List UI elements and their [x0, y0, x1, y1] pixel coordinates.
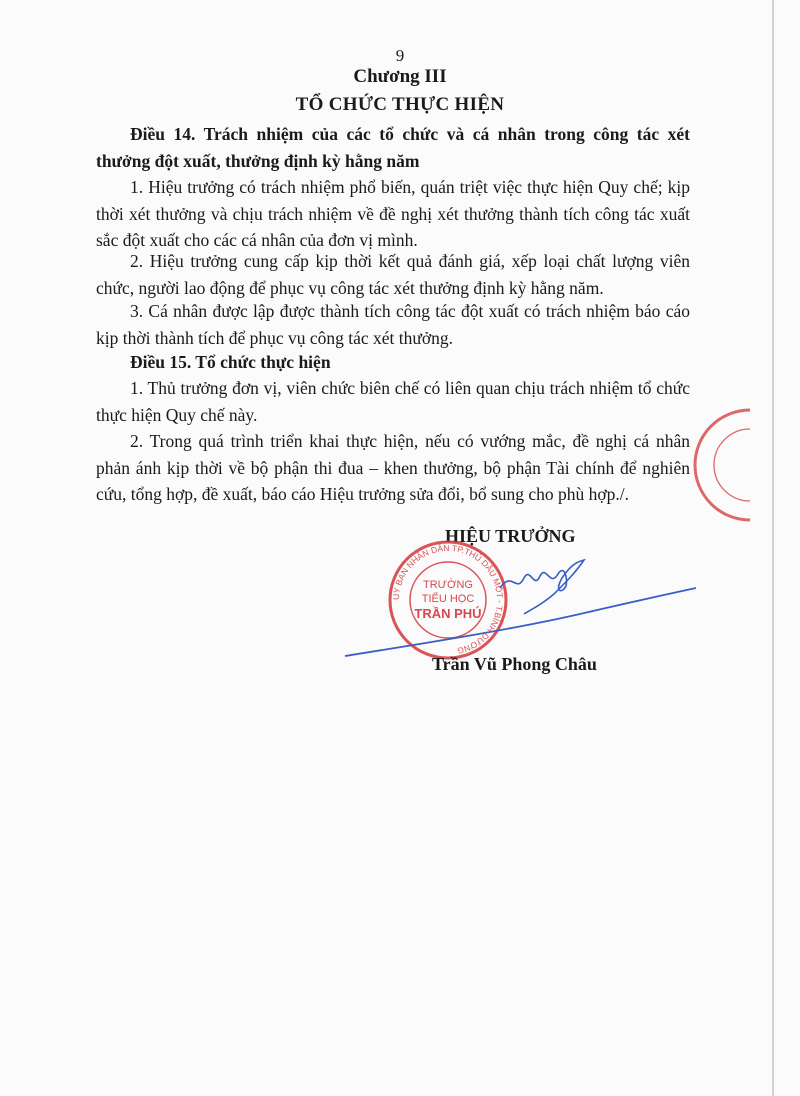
stamp-line-3: TRẦN PHÚ: [414, 606, 482, 621]
page-number: 9: [395, 46, 405, 65]
article-14-paragraph-2: 2. Hiệu trưởng cung cấp kịp thời kết quả đánh giá, xếp loại chất lượng viên chức, người lao động để phục vụ công tác xét thưởng định kỳ hằng năm.: [96, 251, 690, 298]
part-title: TỔ CHỨC THỰC HIỆN: [295, 94, 505, 115]
signer-name: Trần Vũ Phong Châu: [432, 654, 597, 674]
stamp-line-2: TIỂU HỌC: [421, 593, 475, 605]
article-14-title: Điều 14. Trách nhiệm của các tổ chức và cá nhân trong công tác xét thưởng đột xuất, thưởng định kỳ hằng năm: [96, 124, 690, 171]
stamp-ring-text: UY BAN NHÂN DÂN TP.THỦ DẦU MỘT - T.BÌNH DƯƠNG: [390, 542, 506, 657]
article-15-paragraph-1: 1. Thủ trưởng đơn vị, viên chức biên chế có liên quan chịu trách nhiệm tổ chức thực hiện Quy chế này.: [96, 378, 690, 425]
article-14-paragraph-1: 1. Hiệu trưởng có trách nhiệm phổ biến, quán triệt việc thực hiện Quy chế; kịp thời xét thưởng và chịu trách nhiệm về đề nghị xét thưởng thành tích công tác xuất sắc đột xuất cho các cá nhân của đơn vị mình.: [96, 177, 690, 250]
article-15-title: Điều 15. Tổ chức thực hiện: [130, 352, 331, 372]
page-edge-line: [772, 0, 774, 1096]
article-14-paragraph-3: 3. Cá nhân được lập được thành tích công tác đột xuất có trách nhiệm báo cáo kịp thời thành tích để phục vụ công tác xét thưởng.: [96, 301, 690, 348]
handwritten-signature: [340, 548, 700, 668]
signer-title: HIỆU TRƯỞNG: [445, 526, 576, 546]
article-15-paragraph-2: 2. Trong quá trình triển khai thực hiện, nếu có vướng mắc, đề nghị cá nhân phản ánh kịp thời về bộ phận thi đua – khen thưởng, bộ phận Tài chính để nghiên cứu, tổng hợp, đề xuất, báo cáo Hiệu trưởng sửa đổi, bổ sung cho phù hợp./.: [96, 431, 690, 504]
margin-stamp-fragment: [690, 405, 750, 525]
chapter-heading: Chương III: [353, 66, 447, 87]
stamp-line-1: TRƯỜNG: [423, 579, 473, 591]
